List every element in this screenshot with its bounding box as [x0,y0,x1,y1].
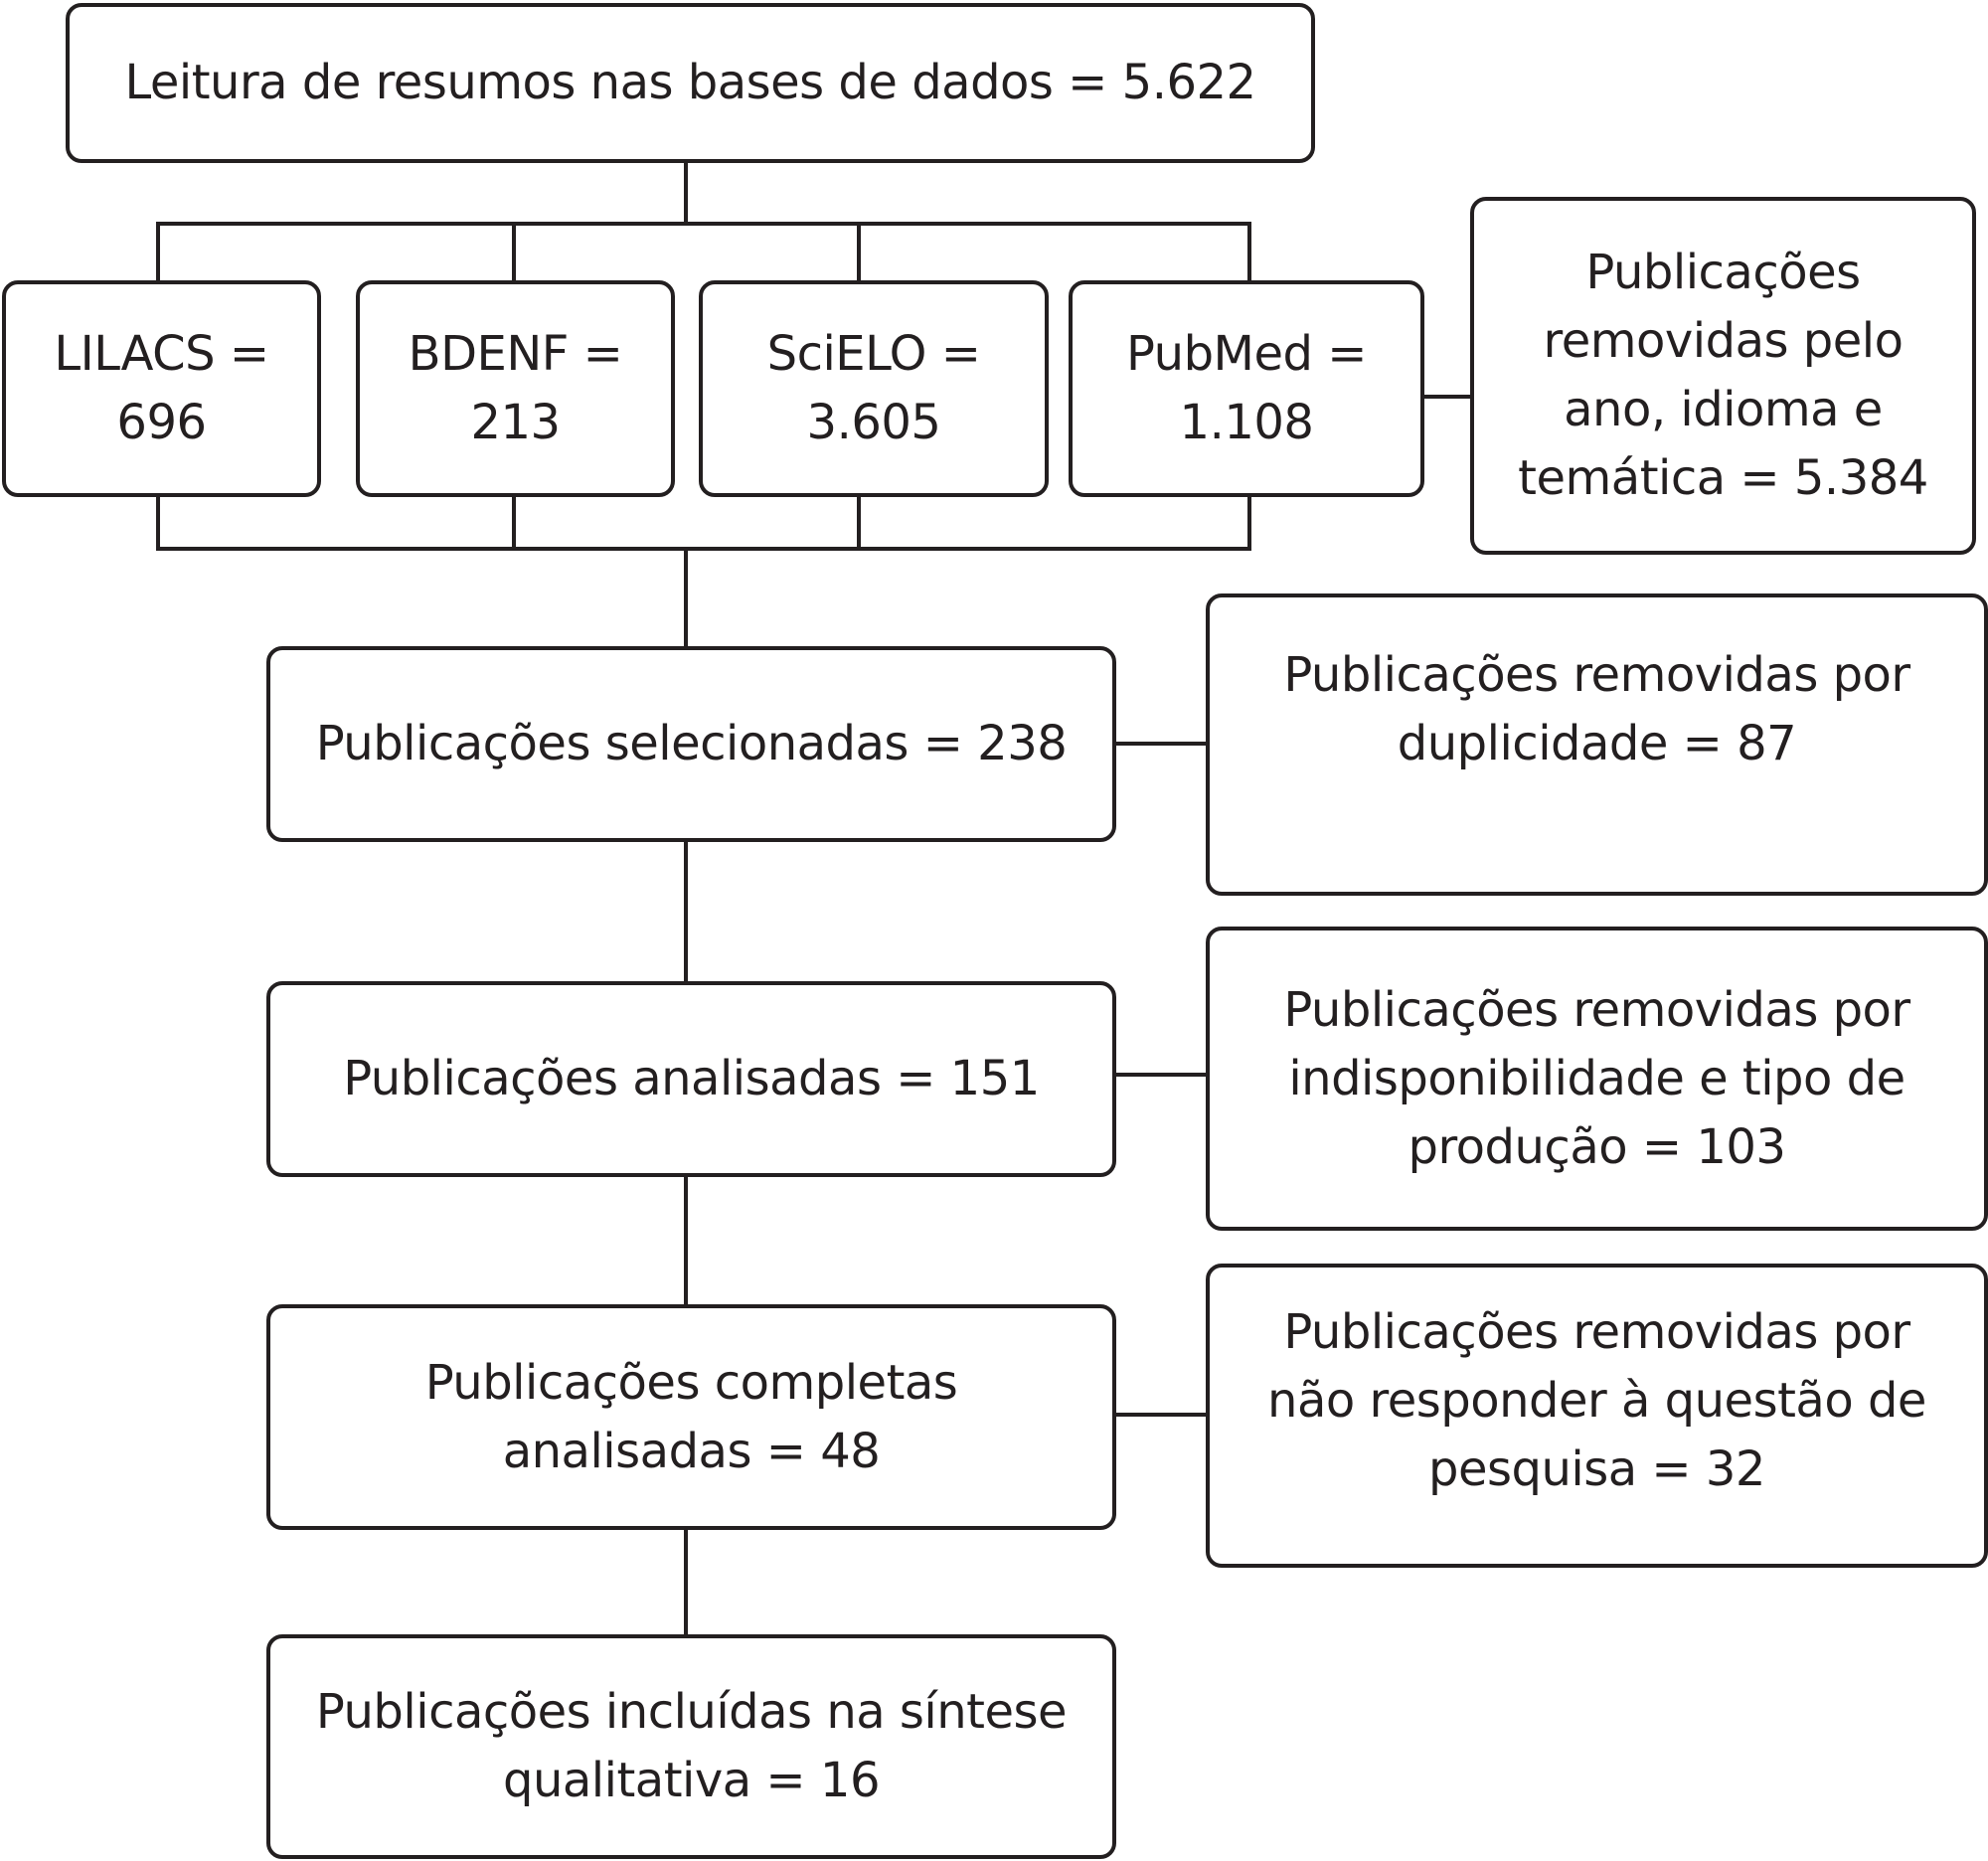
step-included-line-2: qualitativa = 16 [502,1753,880,1808]
step-analyzed-label: Publicações analisadas = 151 [343,1051,1040,1106]
exclusion-unavailable-line-2: indisponibilidade e tipo de [1288,1050,1905,1106]
exclusion-question-line-1: Publicações removidas por [1283,1303,1910,1360]
abstracts-read-label: Leitura de resumos nas bases de dados = 5.622 [124,55,1256,110]
database-box-pubmed [1069,280,1424,497]
exclusion-duplicates-line-1: Publicações removidas por [1283,647,1910,703]
scielo-label: SciELO = [766,326,981,382]
step-included-line-1: Publicações incluídas na síntese [315,1684,1068,1740]
exclusion-question-line-2: não responder à questão de [1267,1372,1926,1429]
exclusion-box-duplicates [1206,593,1988,896]
bdenf-count: 213 [470,395,561,450]
step-box-included [266,1634,1116,1859]
exclusion-box-research-question [1206,1264,1988,1568]
step-box-complete [266,1304,1116,1530]
step-box-analyzed [266,981,1116,1177]
step-box-selected [266,646,1116,842]
exclusion-box-unavailable [1206,927,1988,1231]
scielo-count: 3.605 [806,395,941,450]
bdenf-label: BDENF = [408,326,623,382]
database-box-scielo [699,280,1049,497]
step-complete-line-1: Publicações completas [424,1354,958,1411]
lilacs-label: LILACS = [54,326,269,382]
exclusion-year-line-4: temática = 5.384 [1518,450,1928,506]
step-selected-label: Publicações selecionadas = 238 [315,716,1068,771]
pubmed-count: 1.108 [1179,395,1314,450]
exclusion-question-line-3: pesquisa = 32 [1428,1440,1765,1497]
lilacs-count: 696 [116,395,207,450]
exclusion-year-line-3: ano, idioma e [1564,382,1883,437]
pubmed-label: PubMed = [1126,326,1367,382]
exclusion-year-line-1: Publicações [1585,245,1861,300]
database-box-bdenf [356,280,675,497]
exclusion-unavailable-line-3: produção = 103 [1408,1118,1786,1175]
database-box-lilacs [2,280,321,497]
exclusion-box-year-language [1470,197,1976,555]
exclusion-duplicates-line-2: duplicidade = 87 [1397,716,1797,771]
abstracts-read-box [66,3,1315,163]
exclusion-unavailable-line-1: Publicações removidas por [1283,981,1910,1038]
step-complete-line-2: analisadas = 48 [502,1423,881,1479]
exclusion-year-line-2: removidas pelo [1543,313,1904,369]
